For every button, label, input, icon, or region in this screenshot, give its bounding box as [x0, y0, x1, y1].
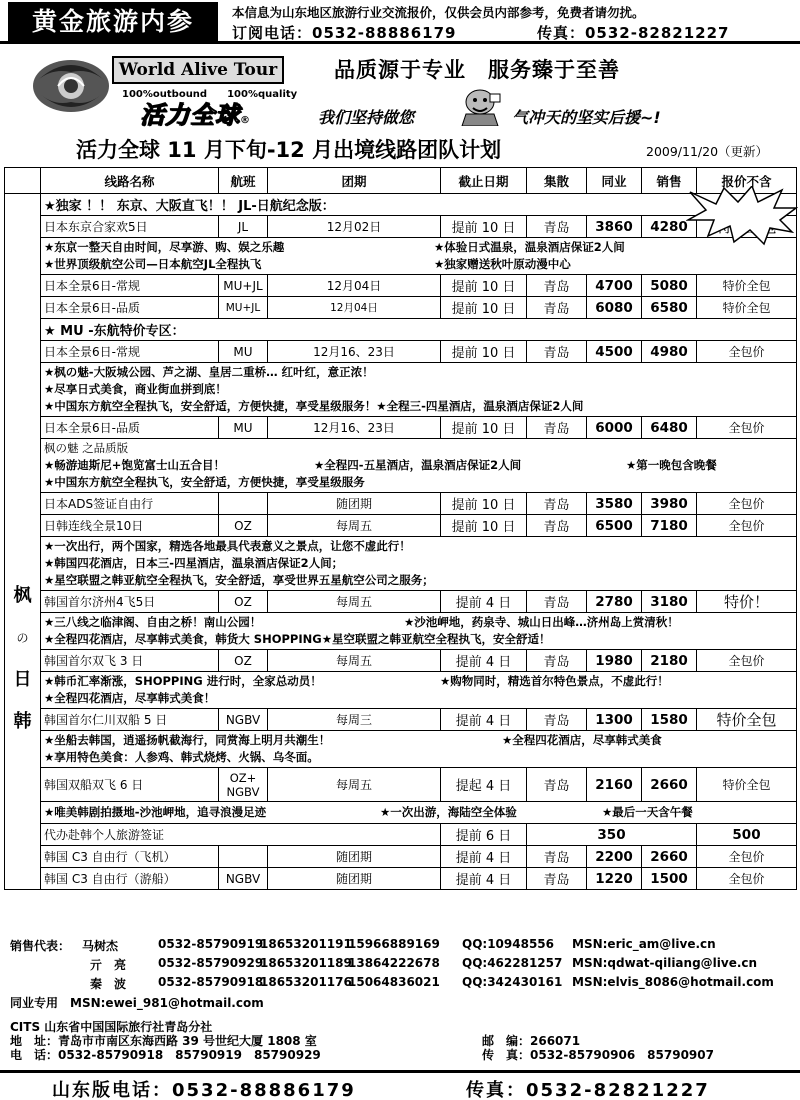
table-row: 日本全景6日-常规 MU+JL 12月04日 提前 10 日 青岛 4700 5080 特价全包 [5, 275, 797, 297]
section-row [5, 194, 797, 216]
feature-note: ★唯美韩剧拍摄地-沙池岬地，追寻浪漫足迹 ★一次出游，海陆空全体验 ★最后一天含午餐 [5, 802, 797, 824]
sales-contacts [10, 937, 800, 1013]
company-name: CITS 山东省中国国际旅行社青岛分社 [10, 1020, 213, 1034]
feature-note: ★一次出行，两个国家，精选各地最具代表意义之景点，让您不虚此行！ ★韩国四花酒店，日本三-四星酒店，温泉酒店保证2人间； ★星空联盟之韩亚航空全程执飞，安全舒适，享受世界五星航空公司之服务； [5, 537, 797, 591]
col-trade: 同业 [587, 168, 642, 194]
table-row: 韩国首尔双飞 3 日 OZ 每周五 提前 4 日 青岛 1980 2180 全包价 [5, 650, 797, 672]
region-label: 枫 の 日 韩 [5, 194, 41, 890]
contact-row: 亓 亮 0532-85790929 18653201189 13864222678 QQ:462281257 MSN:qdwat-qiliang@live.cn [90, 956, 758, 972]
company-fax: 传 真：0532-85790906 85790907 [482, 1048, 714, 1062]
table-row: 日本全景6日-品质 MU+JL 12月04日 提前 10 日 青岛 6080 6580 特价全包 [5, 297, 797, 319]
table-row: 韩国 C3 自由行（飞机） 随团期 提前 4 日 青岛 2200 2660 全包价 [5, 846, 797, 868]
table-row: 韩国 C3 自由行（游船） NGBV 随团期 提前 4 日 青岛 1220 1500 全包价 [5, 868, 797, 890]
col-sale: 销售 [642, 168, 697, 194]
slogan: 品质源于专业 服务臻于至善 [334, 58, 620, 82]
starburst-icon [686, 186, 798, 246]
feature-note: ★韩币汇率渐涨，SHOPPING 进行时，全家总动员！ ★购物同时，精选首尔特色景点，不虚此行！ ★全程四花酒店，尽享韩式美食！ [5, 672, 797, 709]
feature-note: ★东京一整天自由时间，尽享游、购、娱之乐趣 ★体验日式温泉，温泉酒店保证2人间 ★世界顶级航空公司—日本航空JL全程执飞 ★独家赠送秋叶原动漫中心 [5, 238, 797, 275]
table-header-row [5, 168, 797, 194]
section-jl: ★独家 ！！ 东京、大阪直飞！！ JL-日航纪念版： [41, 194, 797, 216]
table-row: 日本全景6日-常规 MU 12月16、23日 提前 10 日 青岛 4500 4980 全包价 [5, 341, 797, 363]
logo-subtitle: 100%outbound 100%quality [122, 89, 298, 100]
footer-fax: 传真：0532-82821227 [466, 1080, 710, 1100]
feature-note: ★三八线之临津阁、自由之桥！南山公园！ ★沙池岬地，药泉寺、城山日出峰…济州岛上赏清秋！ ★全程四花酒店，尽享韩式美食，韩货大 SHOPPING★星空联盟之韩亚航空全程执飞，安全舒适！ [5, 613, 797, 650]
tagline-right: 气冲天的坚实后援~! [512, 108, 661, 127]
page-title: 活力全球 11 月下旬-12 月出境线路团队计划 [76, 138, 502, 162]
table-row: 日本东京合家欢5日 JL 12月02日 提前 10 日 青岛 3860 4280 [5, 216, 797, 238]
table-row: 日本全景6日-品质 MU 12月16、23日 提前 10 日 青岛 6000 6480 全包价 [5, 417, 797, 439]
bottom-banner [0, 1070, 800, 1100]
brand-title: 黄金旅游内参 [8, 2, 218, 42]
trade-contact: 同业专用 MSN:ewei_981@hotmail.com [10, 996, 264, 1010]
section-mu: ★ MU -东航特价专区： [41, 319, 797, 341]
footer-phone: 山东版电话：0532-88886179 [52, 1080, 356, 1100]
table-row: 代办赴韩个人旅游签证 提前 6 日 350 500 [5, 824, 797, 846]
swirl-logo-icon [30, 50, 112, 118]
company-address: 地 址：青岛市市南区东海西路 39 号世纪大厦 1808 室 [10, 1034, 317, 1048]
table-row: 韩国首尔济州4飞5日 OZ 每周五 提前 4 日 青岛 2780 3180 特价！ [5, 591, 797, 613]
member-notice: 本信息为山东地区旅游行业交流报价，仅供会员内部参考，免费者请勿扰。 [232, 5, 645, 20]
company-postcode: 邮 编：266071 [482, 1034, 581, 1048]
logo-chinese-name: 活力全球® [140, 101, 251, 129]
subscription-phone: 订阅电话：0532-88886179 [232, 24, 457, 42]
feature-note: 枫の魅 之品质版 ★畅游迪斯尼+饱览富士山五合目！ ★全程四-五星酒店，温泉酒店保证2人间 ★第一晚包含晚餐 ★中国东方航空全程执飞，安全舒适，方便快捷，享受星级服务 [5, 439, 797, 493]
table-row: 日韩连线全景10日 OZ 每周五 提前 10 日 青岛 6500 7180 全包价 [5, 515, 797, 537]
table-row: 韩国首尔仁川双船 5 日 NGBV 每周三 提前 4 日 青岛 1300 1580 特价全包 [5, 709, 797, 731]
col-dates: 团期 [268, 168, 441, 194]
feature-note: ★枫の魅-大阪城公园、芦之湖、皇居二重桥… 红叶红，意正浓！ ★尽享日式美食，商业街血拼到底！ ★中国东方航空全程执飞，安全舒适，方便快捷，享受星级服务！★全程三-四星酒店，温泉酒店保证2人间 [5, 363, 797, 417]
col-hub: 集散 [527, 168, 587, 194]
table-row: 日本ADS签证自由行 随团期 提前 10 日 青岛 3580 3980 全包价 [5, 493, 797, 515]
contact-row: 销售代表： 马树杰 0532-85790919 18653201191 15966889169 QQ:10948556 MSN:eric_am@live.cn [10, 937, 716, 953]
company-phone: 电 话：0532-85790918 85790919 85790929 [10, 1048, 321, 1062]
col-deadline: 截止日期 [441, 168, 527, 194]
top-banner [0, 0, 800, 44]
logo-english-name: World Alive Tour [112, 56, 284, 84]
cartoon-figure-icon [450, 84, 510, 126]
col-flight: 航班 [219, 168, 268, 194]
section-row [5, 319, 797, 341]
update-date: 2009/11/20（更新） [646, 144, 769, 159]
col-excluded: 报价不含 [697, 168, 797, 194]
table-row: 韩国双船双飞 6 日 OZ+ NGBV 每周五 提起 4 日 青岛 2160 2660 特价全包 [5, 768, 797, 802]
col-route: 线路名称 [41, 168, 219, 194]
tagline-left: 我们坚持做您 [318, 108, 415, 127]
feature-note: ★坐船去韩国，逍遥扬帆截海行，同赏海上明月共潮生！ ★全程四花酒店，尽享韩式美食 ★享用特色美食：人参鸡、韩式烧烤、火锅、乌冬面。 [5, 731, 797, 768]
tour-table [4, 167, 797, 890]
contact-row: 秦 波 0532-85790918 18653201176 15064836021 QQ:342430161 MSN:elvis_8086@hotmail.com [90, 975, 774, 991]
header-fax: 传真：0532-82821227 [537, 24, 730, 42]
